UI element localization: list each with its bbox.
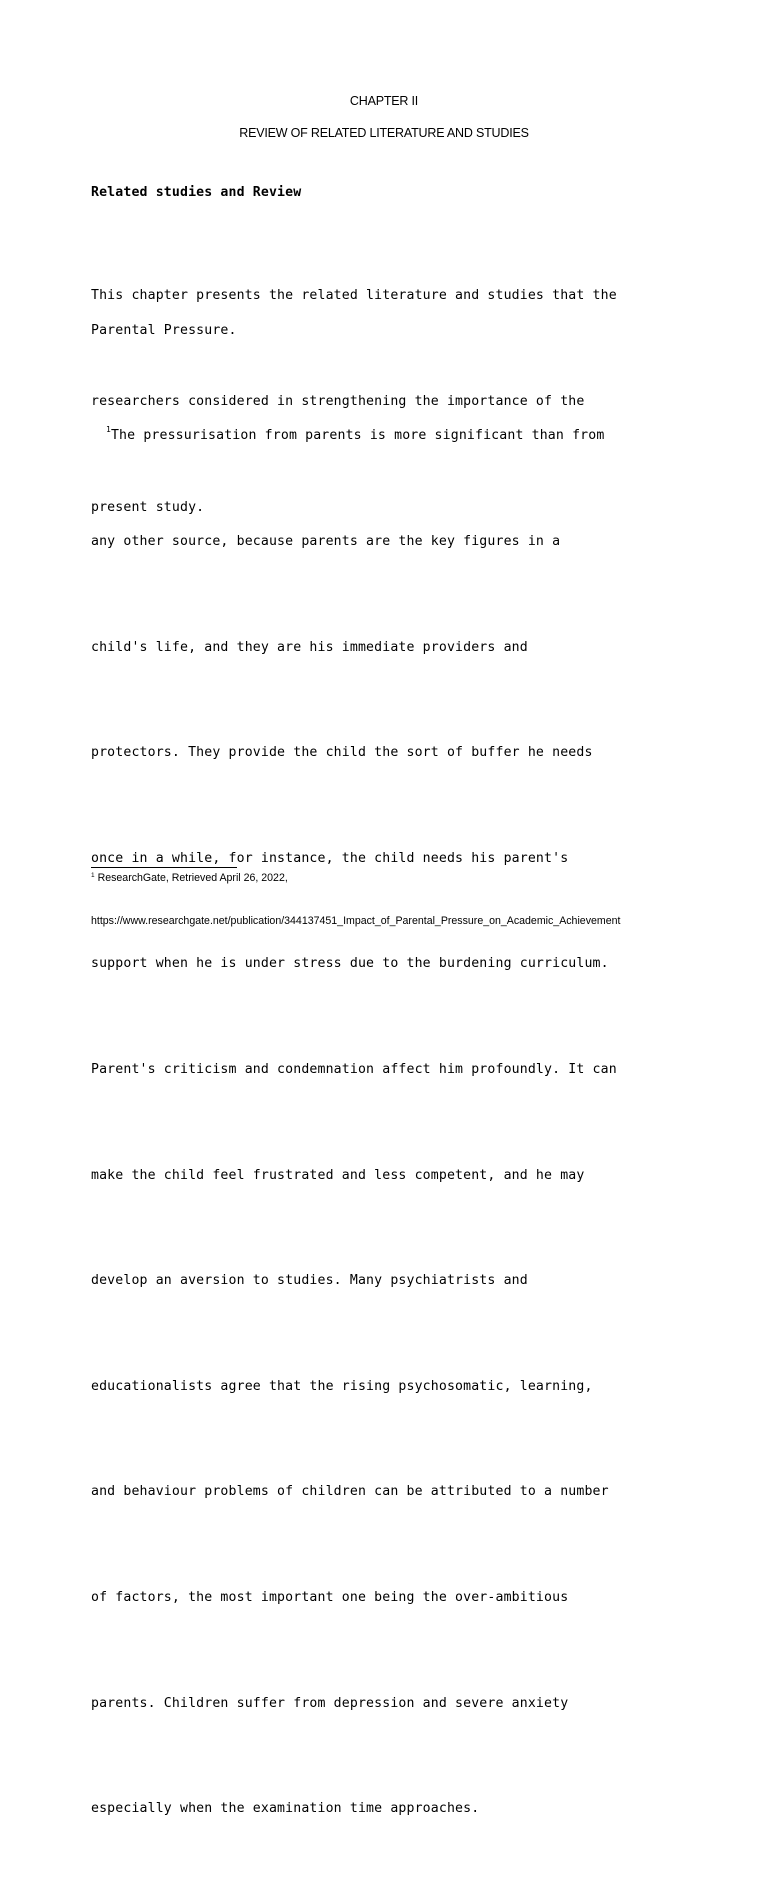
body-line: protectors. They provide the child the sort of buffer he needs bbox=[91, 745, 593, 761]
footnote-url[interactable]: https://www.researchgate.net/publication/344137451_Impact_of_Parental_Pressure_on_Academic_Achievement bbox=[91, 915, 621, 927]
body-line: any other source, because parents are the key figures in a bbox=[91, 534, 561, 549]
body-line: especially when the examination time approaches. bbox=[91, 1801, 480, 1817]
body-line: develop an aversion to studies. Many psychiatrists and bbox=[91, 1273, 528, 1289]
body-line bbox=[91, 418, 617, 453]
body-line: of factors, the most important one being the over-ambitious bbox=[91, 1589, 569, 1605]
section-heading: Related studies and Review bbox=[91, 185, 302, 200]
body-line: support when he is under stress due to the burdening curriculum. bbox=[91, 956, 609, 972]
body-line: Parent's criticism and condemnation affect him profoundly. It can bbox=[91, 1061, 617, 1077]
body-paragraph bbox=[91, 348, 617, 1897]
body-line: and behaviour problems of children can be attributed to a number bbox=[91, 1484, 609, 1500]
chapter-title: REVIEW OF RELATED LITERATURE AND STUDIES bbox=[239, 126, 529, 140]
footnote-separator bbox=[91, 867, 237, 868]
intro-line: This chapter presents the related literature and studies that the bbox=[91, 288, 617, 304]
intro-line: present study. bbox=[91, 499, 205, 515]
body-line: make the child feel frustrated and less competent, and he may bbox=[91, 1167, 585, 1183]
footnote-mark: 1 bbox=[91, 872, 95, 879]
body-line: parents. Children suffer from depression and severe anxiety bbox=[91, 1695, 569, 1711]
body-line-text: The pressurisation from parents is more significant than from bbox=[110, 428, 605, 444]
intro-line: researchers considered in strengthening the importance of the bbox=[91, 394, 585, 409]
chapter-number: CHAPTER II bbox=[349, 94, 419, 108]
body-line: child's life, and they are his immediate providers and bbox=[91, 639, 528, 655]
body-line: once in a while, for instance, the child needs his parent's bbox=[91, 850, 569, 866]
subsection-label: Parental Pressure. bbox=[91, 323, 237, 338]
footnote-source bbox=[91, 872, 288, 884]
footnote-source-text: ResearchGate, Retrieved April 26, 2022, bbox=[94, 872, 288, 884]
footnote-reference[interactable]: 1 bbox=[106, 425, 111, 435]
body-line: educationalists agree that the rising psychosomatic, learning, bbox=[91, 1378, 593, 1394]
